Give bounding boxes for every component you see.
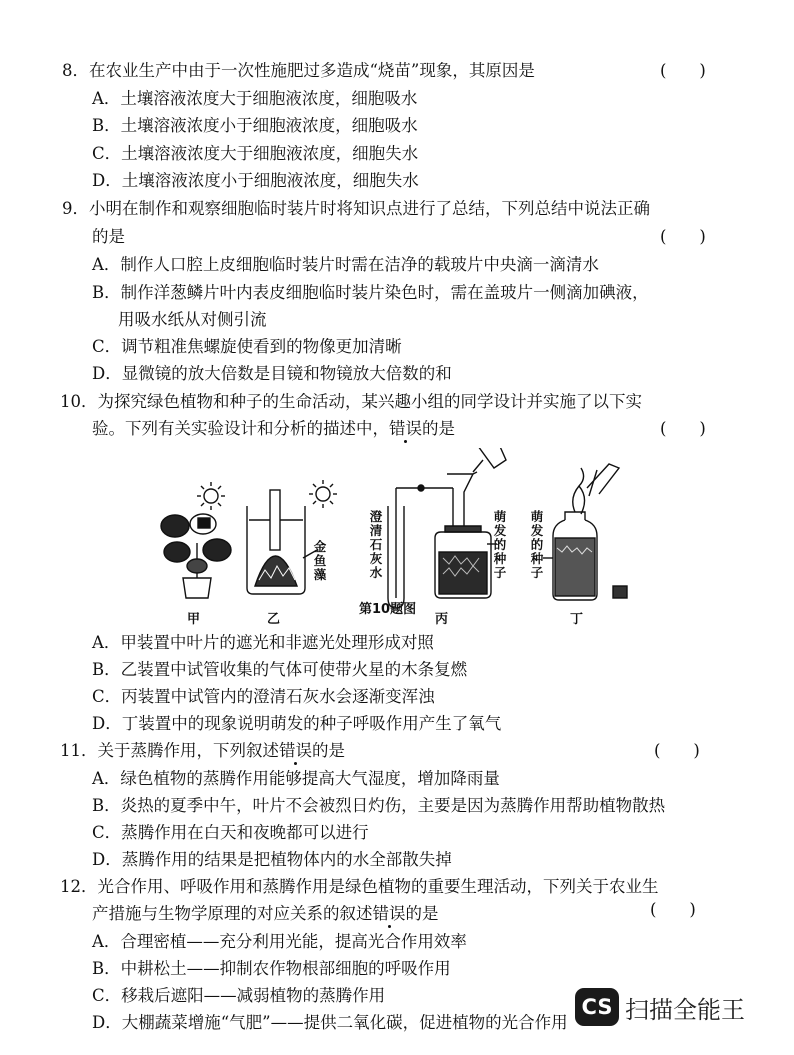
q10-answer-bracket: ( )	[660, 419, 706, 438]
seed-jar-icon	[543, 464, 627, 600]
label-jia: 甲	[187, 612, 201, 627]
q9-option-d: D．显微镜的放大倍数是目镜和物镜放大倍数的和	[92, 364, 452, 383]
label-limewater: 澄清石灰水	[369, 509, 383, 580]
potted-plant-icon	[161, 514, 231, 598]
q12-option-d: D．大棚蔬菜增施“气肥”——提供二氧化碳，促进植物的光合作用	[92, 1013, 568, 1032]
q10-figure	[145, 448, 665, 630]
q10-option-c: C．丙装置中试管内的澄清石灰水会逐渐变浑浊	[92, 687, 435, 706]
q9-stem-line1: 9．小明在制作和观察细胞临时装片时将知识点进行了总结，下列总结中说法正确	[62, 199, 650, 218]
figure-caption: 第10题图	[359, 602, 417, 617]
label-sprouting-seeds-bing: 萌发的种子	[493, 509, 507, 580]
q10-option-a: A．甲装置中叶片的遮光和非遮光处理形成对照	[92, 633, 434, 652]
q10-stem-pre: 验。下列有关实验设计和分析的描述中，	[92, 419, 389, 438]
q11-stem	[60, 740, 345, 762]
sun-icon-2	[309, 480, 337, 508]
label-yi: 乙	[267, 612, 281, 627]
q10-emphasis: 错误	[389, 419, 422, 438]
q12-stem-pre: 产措施与生物学原理的对应关系的叙述	[92, 904, 373, 923]
q11-option-c: C．蒸腾作用在白天和夜晚都可以进行	[92, 823, 369, 842]
q12-stem-line2	[92, 903, 439, 925]
q8-option-b: B．土壤溶液浓度小于细胞液浓度，细胞吸水	[92, 116, 418, 135]
camscanner-logo-icon: CS	[575, 988, 619, 1026]
q10-stem-post: 的是	[422, 419, 455, 438]
beaker-icon	[247, 490, 317, 594]
q10-option-d: D．丁装置中的现象说明萌发的种子呼吸作用产生了氧气	[92, 714, 502, 733]
q10-option-b: B．乙装置中试管收集的气体可使带火星的木条复燃	[92, 660, 468, 679]
q11-stem-post: 的是	[312, 741, 345, 760]
q8-answer-bracket: ( )	[660, 61, 706, 80]
label-sprouting-seeds-ding: 萌发的种子	[530, 509, 544, 580]
q9-stem-line2: 的是	[92, 227, 125, 246]
q12-option-b: B．中耕松土——抑制农作物根部细胞的呼吸作用	[92, 959, 451, 978]
q9-option-c: C．调节粗准焦螺旋使看到的物像更加清晰	[92, 337, 402, 356]
q8-option-a: A．土壤溶液浓度大于细胞液浓度，细胞吸水	[92, 89, 418, 108]
camscanner-watermark	[575, 988, 745, 1026]
q12-stem-post: 的是	[405, 904, 439, 923]
sun-icon-1	[197, 482, 225, 510]
q12-stem-line1: 12．光合作用、呼吸作用和蒸腾作用是绿色植物的重要生理活动，下列关于农业生	[60, 877, 659, 896]
q11-emphasis: 错误	[279, 741, 312, 760]
q8-option-c: C．土壤溶液浓度大于细胞液浓度，细胞失水	[92, 144, 419, 163]
label-ding: 丁	[570, 612, 584, 627]
q9-option-b: B．制作洋葱鳞片叶内表皮细胞临时装片染色时，需在盖玻片一侧滴加碘液，	[92, 283, 649, 302]
q11-option-a: A．绿色植物的蒸腾作用能够提高大气湿度，增加降雨量	[92, 769, 500, 788]
q9-option-a: A．制作人口腔上皮细胞临时装片时需在洁净的载玻片中央滴一滴清水	[92, 255, 599, 274]
q12-emphasis: 错误	[372, 904, 406, 923]
q10-stem-line1: 10．为探究绿色植物和种子的生命活动，某兴趣小组的同学设计并实施了以下实	[60, 392, 642, 411]
q12-option-c: C．移栽后遮阳——减弱植物的蒸腾作用	[92, 986, 386, 1005]
q8-stem: 8．在农业生产中由于一次性施肥过多造成“烧苗”现象，其原因是	[62, 61, 535, 80]
q11-option-d: D．蒸腾作用的结果是把植物体内的水全部散失掉	[92, 850, 452, 869]
q11-answer-bracket: ( )	[654, 741, 700, 760]
q12-answer-bracket: ( )	[650, 900, 696, 919]
label-goldfish-weed: 金鱼藻	[313, 539, 327, 582]
q9-answer-bracket: ( )	[660, 227, 706, 246]
q11-option-b: B．炎热的夏季中午，叶片不会被烈日灼伤，主要是因为蒸腾作用帮助植物散热	[92, 796, 666, 815]
camscanner-watermark-text: 扫描全能王	[625, 995, 745, 1024]
q12-option-a: A．合理密植——充分利用光能，提高光合作用效率	[92, 932, 467, 951]
q9-option-b-cont: 用吸水纸从对侧引流	[118, 310, 267, 329]
q8-option-d: D．土壤溶液浓度小于细胞液浓度，细胞失水	[92, 171, 419, 190]
label-bing: 丙	[435, 612, 449, 627]
q11-stem-pre: 11．关于蒸腾作用，下列叙述	[60, 741, 279, 760]
q10-stem-line2	[92, 418, 455, 440]
